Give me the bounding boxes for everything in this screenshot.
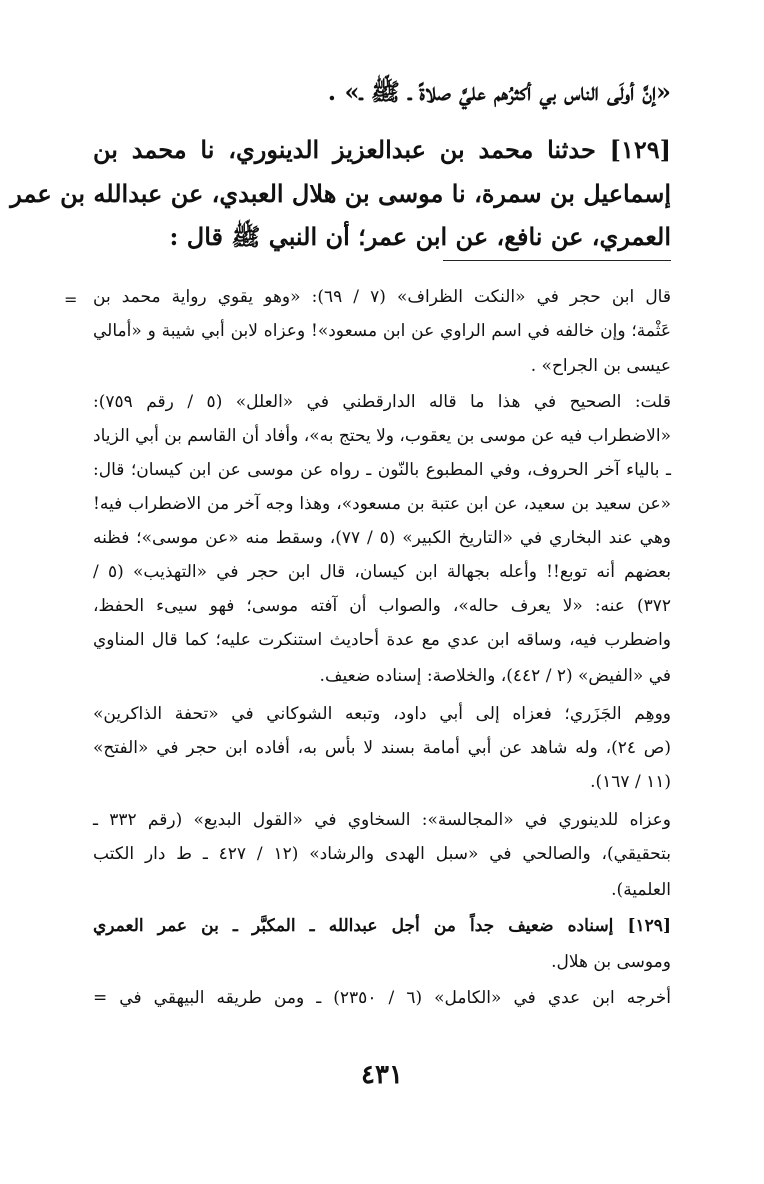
footnote-line: أخرجه ابن عدي في «الكامل» (٦ / ٢٣٥٠) ـ ومن طريقه البيهقي في = xyxy=(93,988,671,1008)
footnote-line: ووهِم الجَزَري؛ فعزاه إلى أبي داود، وتبعه الشوكاني في «تحفة الذاكرين» xyxy=(93,704,671,724)
footnote-line: ـ بالياء آخر الحروف، وفي المطبوع بالنّون ـ رواه عن موسى عن ابن كيسان؛ قال: xyxy=(93,460,671,480)
continuation-mark: = xyxy=(64,290,78,309)
footnote-line: بتحقيقي)، والصالحي في «سبل الهدى والرشاد» (١٢ / ٤٢٧ ـ ط دار الكتب xyxy=(93,844,672,864)
main-text-line: [١٢٩] حدثنا محمد بن عبدالعزيز الدينوري، نا محمد بن xyxy=(93,135,671,164)
footnote-line: قال ابن حجر في «النكت الظراف» (٧ / ٦٩): «وهو يقوي رواية محمد بن xyxy=(93,287,671,307)
footnote-line: «عن سعيد بن سعيد، عن ابن عتبة بن مسعود»، وهذا وجه آخر من الاضطراب فيه! xyxy=(93,494,671,514)
footnote-separator xyxy=(443,260,671,261)
footnote-line: بعضهم أنه توبع!! وأعله بجهالة ابن كيسان، قال ابن حجر في «التهذيب» (٥ / xyxy=(93,562,672,582)
footnote-line: قلت: الصحيح في هذا ما قاله الدارقطني في «العلل» (٥ / رقم ٧٥٩): xyxy=(93,392,671,412)
footnote-line: وموسى بن هلال. xyxy=(551,952,671,972)
footnote-line: عَثْمة؛ وإن خالفه في اسم الراوي عن ابن مسعود»! وعزاه لابن أبي شيبة و «أمالي xyxy=(93,321,671,341)
page-number: ٤٣١ xyxy=(361,1060,403,1090)
footnote-line: العلمية). xyxy=(611,880,671,900)
main-text-line: إسماعيل بن سمرة، نا موسى بن هلال العبدي، عن عبدالله بن عمر xyxy=(10,179,671,208)
footnote-line: «الاضطراب فيه عن موسى بن يعقوب، ولا يحتج به»، وأفاد أن القاسم بن أبي الزياد xyxy=(93,426,671,446)
main-text-line: «إنَّ أولَى الناس بي أكثرُهم عليَّ صلاةً ـ ﷺ ـ» . xyxy=(327,77,671,106)
footnote-line: [١٢٩] إسناده ضعيف جداً من أجل عبدالله ـ المكبَّر ـ بن عمر العمري xyxy=(93,916,671,936)
footnote-line: واضطرب فيه، وساقه ابن عدي مع عدة أحاديث استنكرت عليه؛ كما قال المناوي xyxy=(93,630,671,650)
footnote-line: (ص ٢٤)، وله شاهد عن أبي أمامة بسند لا بأس به، أفاده ابن حجر في «الفتح» xyxy=(93,738,671,758)
main-text-line: العمري، عن نافع، عن ابن عمر؛ أن النبي ﷺ قال : xyxy=(169,222,671,251)
footnote-line: وهي عند البخاري في «التاريخ الكبير» (٥ / ٧٧)، وسقط منه «عن موسى»؛ فظنه xyxy=(93,528,672,548)
footnote-line: وعزاه للدينوري في «المجالسة»: السخاوي في «القول البديع» (رقم ٣٣٢ ـ xyxy=(93,810,671,830)
footnote-line: عيسى بن الجراح» . xyxy=(530,356,671,376)
footnote-line: ٣٧٢) عنه: «لا يعرف حاله»، والصواب أن آفته موسى؛ فهو سيىء الحفظ، xyxy=(93,596,671,616)
footnote-line: في «الفيض» (٢ / ٤٤٢)، والخلاصة: إسناده ضعيف. xyxy=(319,666,671,686)
footnote-line: (١١ / ١٦٧). xyxy=(590,772,671,792)
